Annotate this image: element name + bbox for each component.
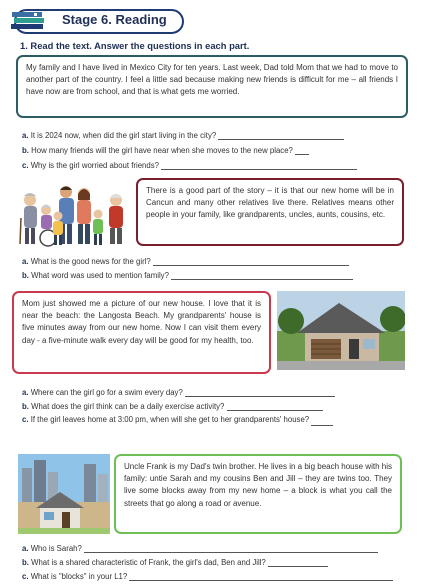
answer-line-3c[interactable]: [311, 417, 333, 426]
question-4a: a. Who is Sarah?: [22, 544, 378, 553]
question-1b: b. How many friends will the girl have near when she moves to the new place?: [22, 146, 309, 155]
answer-line-4c[interactable]: [129, 572, 393, 581]
house-photo: [277, 291, 405, 370]
reading-text-box-2: There is a good part of the story – it is that our new home will be in Cancun and many other relatives live there. Relatives means other people in your family, like grandparents, uncles, aunts, cousins, etc.: [136, 178, 404, 246]
books-stack-icon: [10, 10, 48, 30]
question-2b: b. What word was used to mention family?: [22, 271, 353, 280]
reading-text-box-1: My family and I have lived in Mexico City for ten years. Last week, Dad told Mom that we had to move to another part of the country. I feel a little sad because making new friends is difficult for me – all friends I have now are from school, and that is what gets me worried.: [16, 55, 408, 118]
answer-line-2b[interactable]: [171, 271, 353, 280]
family-illustration: [18, 178, 130, 248]
instruction-text: 1. Read the text. Answer the questions in each part.: [20, 40, 250, 51]
question-3b: b. What does the girl think can be a daily exercise activity?: [22, 402, 323, 411]
answer-line-1c[interactable]: [161, 161, 357, 170]
answer-line-4b[interactable]: [268, 558, 328, 567]
question-3c: c. If the girl leaves home at 3:00 pm, when will she get to her grandparents' house?: [22, 414, 402, 426]
question-1a: a. It is 2024 now, when did the girl start living in the city?: [22, 131, 344, 140]
answer-line-4a[interactable]: [84, 544, 378, 553]
question-3a: a. Where can the girl go for a swim every day?: [22, 388, 335, 397]
answer-line-1a[interactable]: [218, 131, 344, 140]
reading-text-box-4: Uncle Frank is my Dad's twin brother. He lives in a big beach house with his family: untie Sarah and my cousins Ben and Jill – they are twins too. They live some blocks away from my new home – a block is what you call the streets that go along a road or avenue.: [114, 454, 402, 534]
page-title: Stage 6. Reading: [62, 12, 167, 27]
answer-line-3a[interactable]: [185, 388, 335, 397]
beach-house-photo: [18, 454, 110, 534]
question-2a: a. What is the good news for the girl?: [22, 257, 349, 266]
question-4b: b. What is a shared characteristic of Frank, the girl's dad, Ben and Jill?: [22, 558, 328, 567]
answer-line-3b[interactable]: [227, 402, 323, 411]
answer-line-1b[interactable]: [295, 146, 309, 155]
reading-text-box-3: Mom just showed me a picture of our new house. I love that it is near the beach: the Langosta Beach. My grandparents' house is five minutes away from our new home. Now I can visit them every day - a five-minute walk every day will be good for my health, too.: [12, 291, 271, 374]
question-4c: c. What is "blocks" in your L1?: [22, 572, 393, 581]
question-1c: c. Why is the girl worried about friends?: [22, 161, 357, 170]
answer-line-2a[interactable]: [153, 257, 349, 266]
